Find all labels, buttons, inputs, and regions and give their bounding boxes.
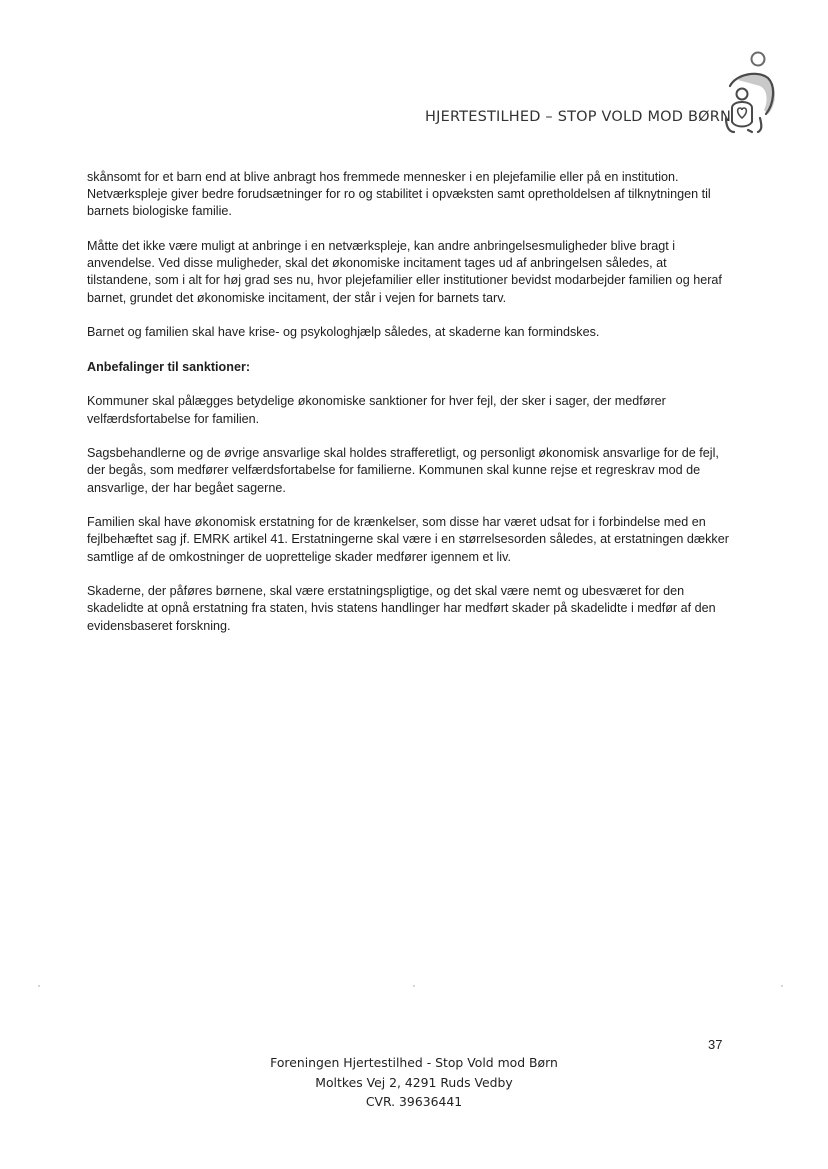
paragraph: Sagsbehandlerne og de øvrige ansvarlige skal holdes strafferetligt, og personligt økonomisk ansvarlige for de fejl, der begås, som medfører velfærdsfortabelse for familierne. Kommunen skal kunne rejse et regreskrav mod de ansvarlige, der har begået sagerne. — [87, 446, 719, 495]
header-title: HJERTESTILHED – STOP VOLD MOD BØRN — [425, 109, 732, 125]
page-number: 37 — [708, 1037, 723, 1052]
paragraph: Måtte det ikke være muligt at anbringe i en netværkspleje, kan andre anbringelsesmuligheder blive bragt i anvendelse. Ved disse muligheder, skal det økonomiske incitament tages ud af anbringelsen således, at tilstandene, som i alt for høj grad ses nu, hvor plejefamilier eller institutioner bevidst modarbejder familien og heraf barnet, grundet det økonomiske incitament, der står i vejen for barnets tarv. — [87, 239, 722, 305]
document-body — [87, 169, 732, 652]
paragraph: Familien skal have økonomisk erstatning for de krænkelser, som disse har været udsat for i forbindelse med en fejlbehæftet sag jf. EMRK artikel 41. Erstatningerne skal være i en størrelsesorden således, at erstatningen dækker samtlige af de omkostninger de uoprettelige skader medfører igennem et liv. — [87, 515, 729, 564]
paragraph: Kommuner skal pålægges betydelige økonomiske sanktioner for hver fejl, der sker i sager, der medfører velfærdsfortabelse for familien. — [87, 394, 666, 426]
section-heading: Anbefalinger til sanktioner: — [87, 359, 251, 374]
footer-cvr: CVR. 39636441 — [365, 1094, 463, 1109]
footer-organization: Foreningen Hjertestilhed - Stop Vold mod Børn — [270, 1055, 558, 1070]
scan-artifact — [413, 985, 415, 987]
page-footer — [214, 1053, 614, 1112]
scan-artifact — [38, 985, 40, 987]
family-heart-logo-icon — [718, 48, 778, 136]
footer-address: Moltkes Vej 2, 4291 Ruds Vedby — [315, 1074, 513, 1090]
scan-artifact — [781, 985, 783, 987]
paragraph: Barnet og familien skal have krise- og psykologhjælp således, at skaderne kan formindskes. — [87, 325, 600, 340]
paragraph: Skaderne, der påføres børnene, skal være erstatningspligtige, og det skal være nemt og ubesværet for den skadelidte at opnå erstatning fra staten, hvis statens handlinger har medført skader på skadelidte i medfør af den evidensbaseret forskning. — [87, 584, 716, 633]
paragraph: skånsomt for et barn end at blive anbragt hos fremmede mennesker i en plejefamilie eller på en institution. Netværkspleje giver bedre forudsætninger for ro og stabilitet i opvæksten samt opretholdelsen af tilknytningen til barnets biologiske familie. — [87, 170, 711, 219]
